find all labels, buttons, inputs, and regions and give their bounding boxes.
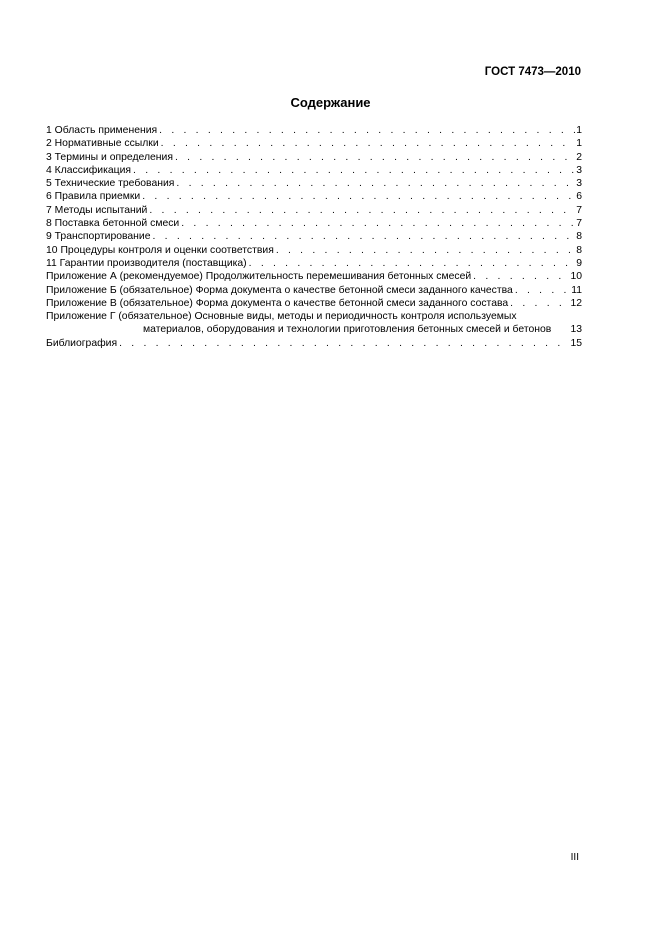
- toc-entry-bibliography[interactable]: [46, 337, 582, 350]
- toc-entry-text: 5 Технические требования: [46, 178, 175, 190]
- toc-entry-text: 7 Методы испытаний: [46, 204, 148, 216]
- toc-entry-text: 8 Поставка бетонной смеси: [46, 218, 180, 230]
- toc-leader-dots: [515, 284, 570, 297]
- toc-entry-page: 9: [576, 257, 582, 269]
- toc-entry-text: Приложение Б (обязательное) Форма документа о качестве бетонной смеси заданного качества: [46, 284, 513, 296]
- toc-entry-7[interactable]: [46, 204, 582, 217]
- toc-entry-page: 10: [570, 271, 582, 283]
- toc-entry-page: 11: [571, 284, 582, 296]
- toc-entry-page: 1: [576, 125, 582, 136]
- toc-entry-page: 3: [576, 178, 582, 190]
- toc-entry-text: 10 Процедуры контроля и оценки соответствия: [46, 244, 274, 256]
- toc-entry-4[interactable]: [46, 164, 582, 177]
- toc-entry-page: 8: [576, 244, 582, 256]
- toc-leader-dots: [159, 124, 575, 137]
- toc-entry-page: 12: [570, 297, 582, 309]
- toc-entry-9[interactable]: [46, 230, 582, 243]
- toc-entry-text: 3 Термины и определения: [46, 151, 173, 163]
- toc-entry-6[interactable]: [46, 190, 582, 203]
- document-code: ГОСТ 7473—2010: [484, 66, 581, 78]
- toc-leader-dots: [149, 204, 575, 217]
- toc-entry-text: Приложение В (обязательное) Форма документа о качестве бетонной смеси заданного состава: [46, 297, 509, 309]
- toc-entry-3[interactable]: [46, 151, 582, 164]
- toc-entry-text: 4 Классификация: [46, 164, 132, 176]
- toc-entry-page: 8: [576, 231, 582, 243]
- toc-leader-dots: [473, 270, 569, 283]
- toc-leader-dots: [276, 244, 575, 257]
- toc-entry-page: 3: [576, 164, 582, 176]
- toc-entry-page: 2: [576, 151, 582, 163]
- toc-entry-1[interactable]: [46, 124, 582, 137]
- toc-entry-page: 7: [576, 204, 582, 216]
- toc-entry-text: 11 Гарантии производителя (поставщика): [46, 257, 247, 269]
- toc-entry-page: 13: [570, 324, 582, 336]
- toc-leader-dots: [181, 217, 575, 230]
- toc-entry-text: [46, 310, 570, 337]
- toc-entry-page: 15: [570, 337, 582, 349]
- toc-leader-dots: [249, 257, 576, 270]
- toc-entry-5[interactable]: [46, 177, 582, 190]
- toc-entry-text: 1 Область применения: [46, 125, 158, 136]
- toc-entry-text: 6 Правила приемки: [46, 191, 141, 203]
- toc-entry-page: 1: [576, 138, 582, 150]
- toc-leader-dots: [510, 297, 569, 310]
- toc-leader-dots: [176, 177, 575, 190]
- toc-leader-dots: [175, 151, 575, 164]
- toc-leader-dots: [153, 230, 576, 243]
- toc-entry-page: 6: [576, 191, 582, 203]
- toc-entry-text: Библиография: [46, 337, 118, 349]
- toc-entry-text-line1: Приложение Г (обязательное) Основные виды, методы и периодичность контроля используемых: [46, 311, 517, 323]
- toc-entry-appendix-v[interactable]: [46, 297, 582, 310]
- page-number: III: [570, 852, 579, 863]
- toc-entry-appendix-a[interactable]: [46, 270, 582, 283]
- toc-entry-text: 2 Нормативные ссылки: [46, 138, 159, 150]
- toc-entry-10[interactable]: [46, 244, 582, 257]
- toc-entry-text: 9 Транспортирование: [46, 231, 151, 243]
- toc-entry-page: 7: [576, 218, 582, 230]
- toc-entry-8[interactable]: [46, 217, 582, 230]
- toc-entry-2[interactable]: [46, 137, 582, 150]
- toc-leader-dots: [133, 164, 575, 177]
- toc-leader-dots: [119, 337, 569, 350]
- toc-leader-dots: [142, 190, 575, 203]
- toc-entry-text-line2: материалов, оборудования и технологии приготовления бетонных смесей и бетонов: [143, 324, 552, 336]
- toc-entry-11[interactable]: [46, 257, 582, 270]
- toc-leader-dots: [161, 137, 576, 150]
- toc-entry-appendix-g[interactable]: [46, 310, 582, 337]
- toc-entry-appendix-b[interactable]: [46, 284, 582, 297]
- toc-entry-text: Приложение А (рекомендуемое) Продолжительность перемешивания бетонных смесей: [46, 271, 472, 283]
- toc-title: Содержание: [290, 95, 371, 110]
- table-of-contents: [46, 124, 582, 350]
